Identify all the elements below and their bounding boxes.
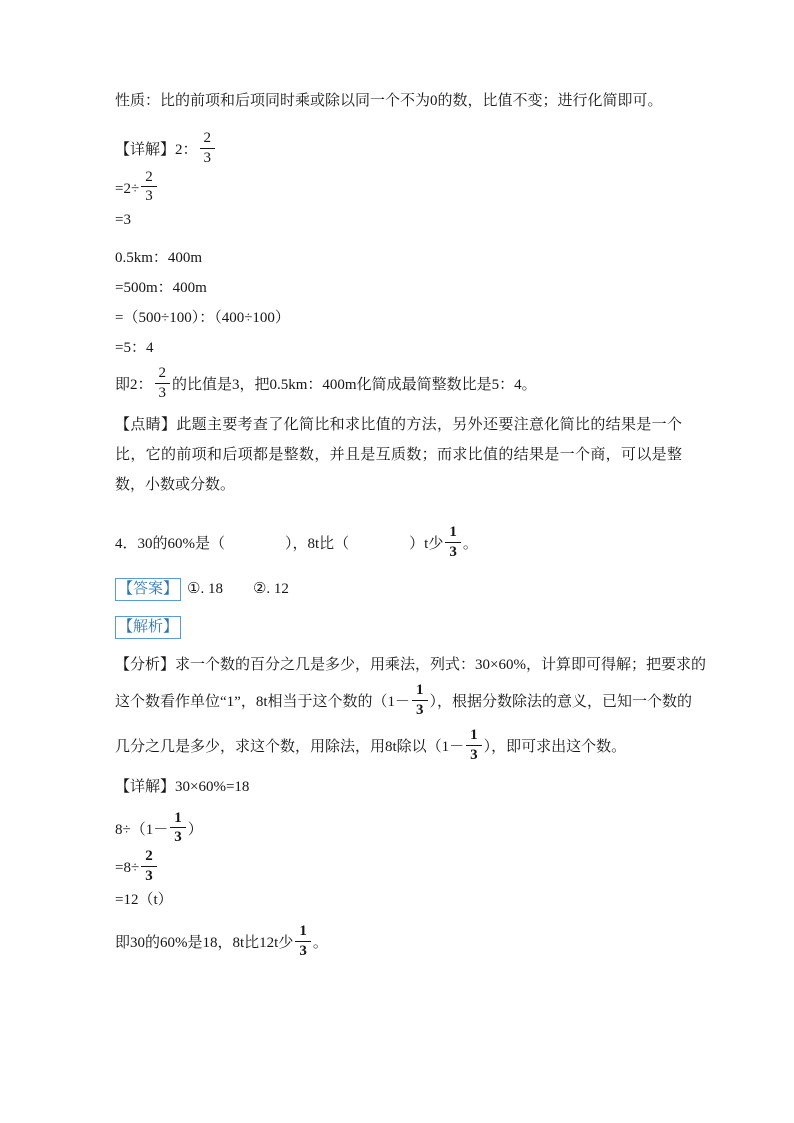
text-segment: 2： bbox=[175, 142, 198, 158]
text-segment: 。 bbox=[312, 934, 328, 951]
fraction-one-third bbox=[445, 524, 461, 561]
question-4-stem bbox=[115, 524, 682, 561]
detail-label: 【详解】 bbox=[115, 778, 176, 795]
calc-step: =5：4 bbox=[115, 340, 154, 357]
fraction-one-third bbox=[170, 810, 186, 847]
text-segment: 的比值是3，把0.5km：400m化简成最简整数比是5：4。 bbox=[172, 377, 537, 394]
detail-line bbox=[115, 130, 682, 167]
text-segment: ），根据分数除法的意义，已知一个数的 bbox=[429, 694, 693, 711]
calc-step: 0.5km：400m bbox=[115, 250, 203, 267]
analysis-line-1: 【分析】求一个数的百分之几是多少，用乘法，列式：30×60%，计算即可得解；把要求的 bbox=[115, 657, 706, 674]
fraction-denominator: 3 bbox=[145, 188, 153, 205]
fraction-denominator: 3 bbox=[158, 384, 167, 401]
fraction-one-third bbox=[295, 923, 311, 960]
fraction-numerator: 1 bbox=[466, 727, 482, 746]
text-segment: ），即可求出这个数。 bbox=[483, 738, 627, 755]
answer-line bbox=[115, 574, 682, 604]
calc-step bbox=[115, 169, 682, 206]
text-segment: 。 bbox=[462, 535, 478, 552]
fraction-numerator: 1 bbox=[170, 810, 186, 829]
fraction-numerator: 2 bbox=[141, 169, 157, 188]
calc-step: =500m：400m bbox=[115, 280, 207, 297]
fraction-one-third bbox=[466, 727, 482, 764]
fraction-denominator: 3 bbox=[174, 829, 182, 846]
calc-step bbox=[115, 810, 682, 847]
calc-step bbox=[115, 848, 682, 885]
analysis-label-line bbox=[115, 612, 682, 642]
fraction-two-thirds bbox=[141, 848, 157, 885]
fraction-denominator: 3 bbox=[416, 702, 424, 719]
text-segment: =8÷ bbox=[115, 860, 140, 877]
analysis-line-2 bbox=[115, 682, 693, 719]
fraction-denominator: 3 bbox=[299, 942, 307, 959]
fraction-denominator: 3 bbox=[145, 867, 153, 884]
text-segment: 8÷（1－ bbox=[115, 821, 169, 838]
answer-values: ①. 18 ②. 12 bbox=[187, 581, 289, 598]
text-segment: =2÷ bbox=[115, 180, 140, 197]
fraction-denominator: 3 bbox=[470, 746, 478, 763]
detail-label: 【详解】 bbox=[115, 142, 176, 158]
fraction-one-third bbox=[412, 682, 428, 719]
fraction-numerator: 2 bbox=[141, 848, 157, 867]
fraction-numerator: 2 bbox=[200, 130, 216, 149]
text-segment: 几分之几是多少，求这个数，用除法，用8t除以（1－ bbox=[115, 738, 465, 755]
text-segment: 即2： bbox=[115, 377, 153, 394]
fraction-denominator: 3 bbox=[203, 149, 212, 166]
fraction-denominator: 3 bbox=[449, 543, 457, 560]
fraction-numerator: 2 bbox=[155, 365, 171, 384]
fraction-numerator: 1 bbox=[445, 524, 461, 543]
calc-step: =（500÷100）：（400÷100） bbox=[115, 310, 290, 327]
fraction-two-thirds bbox=[155, 365, 171, 402]
text-segment: 4．30的60%是（ ），8t比（ ）t少 bbox=[115, 535, 444, 552]
property-note: 性质：比的前项和后项同时乘或除以同一个不为0的数，比值不变；进行化简即可。 bbox=[115, 93, 663, 109]
analysis-line-3 bbox=[115, 727, 682, 764]
analysis-label: 【解析】 bbox=[115, 616, 181, 639]
text-segment: 即30的60%是18，8t比12t少 bbox=[115, 934, 294, 951]
text-segment: 30×60%=18 bbox=[175, 778, 250, 795]
fraction-two-thirds bbox=[141, 169, 157, 206]
conclusion-line bbox=[115, 365, 682, 402]
fraction-two-thirds bbox=[200, 130, 216, 167]
remark-paragraph: 【点睛】此题主要考查了化简比和求比值的方法，另外还要注意化简比的结果是一个比，它的前项和后项都是整数，并且是互质数；而求比值的结果是一个商，可以是整数，小数或分数。 bbox=[115, 416, 682, 493]
detail-line bbox=[115, 772, 682, 802]
fraction-numerator: 1 bbox=[295, 923, 311, 942]
calc-step: =12（t） bbox=[115, 891, 173, 908]
answer-label: 【答案】 bbox=[115, 578, 181, 601]
calc-step: =3 bbox=[115, 212, 131, 229]
text-segment: ） bbox=[187, 821, 203, 838]
fraction-numerator: 1 bbox=[412, 682, 428, 701]
conclusion-line bbox=[115, 923, 682, 960]
text-segment: 这个数看作单位“1”，8t相当于这个数的（1－ bbox=[115, 694, 410, 711]
